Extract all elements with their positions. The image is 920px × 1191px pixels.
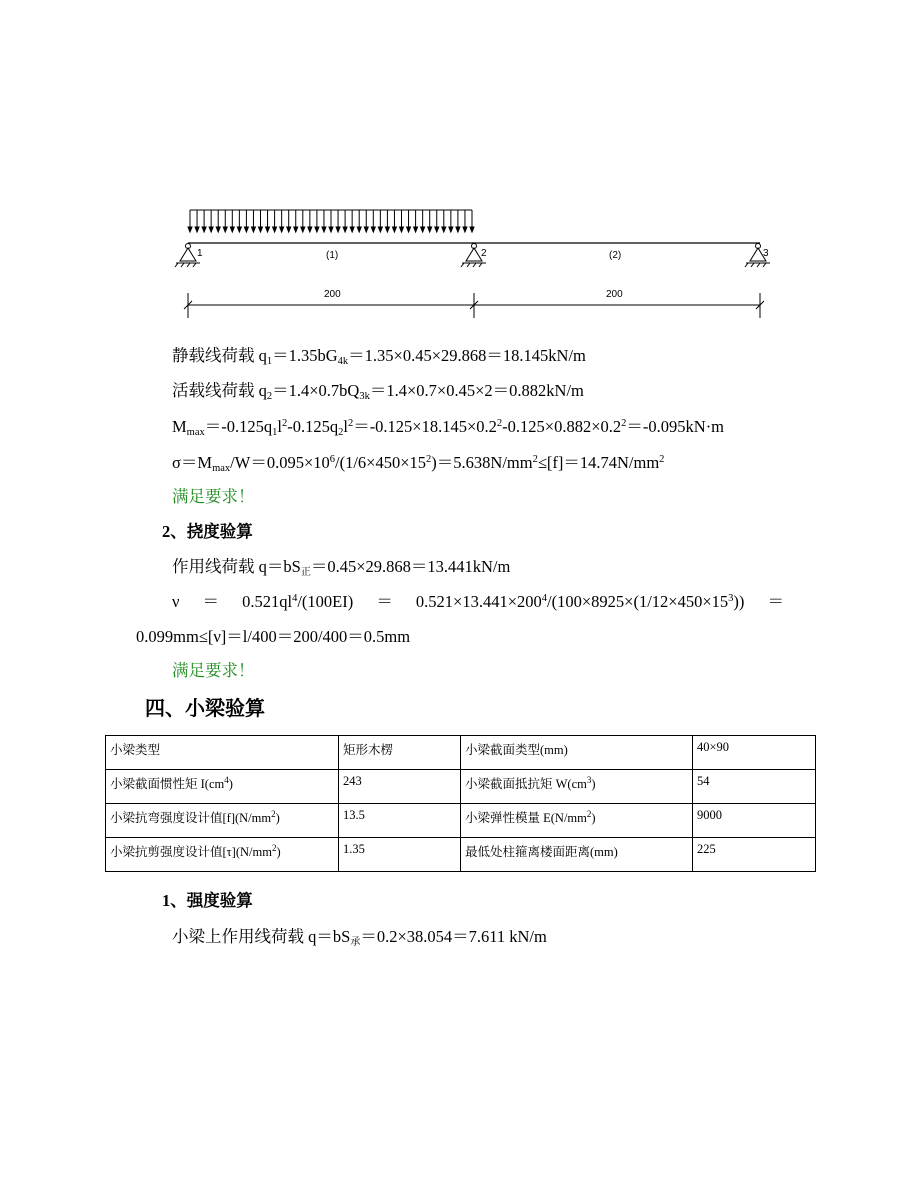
section-4-heading: 四、小梁验算 (145, 698, 265, 720)
load-arrow-head (449, 227, 453, 232)
sup: 2 (281, 418, 288, 429)
text: ) (276, 845, 281, 859)
table-row (106, 804, 816, 838)
node-label-3: 3 (763, 248, 769, 259)
ok-message-2: 满足要求！ (172, 661, 255, 680)
table-cell (693, 838, 816, 872)
load-arrow-head (357, 227, 361, 232)
load-arrow-head (371, 227, 375, 232)
table-cell (693, 770, 816, 804)
text: M (172, 417, 187, 436)
text: 0.521ql (242, 592, 293, 611)
table-cell (339, 838, 461, 872)
text: ＝0.2×38.054＝7.611 kN/m (360, 927, 547, 946)
load-arrow-head (223, 227, 227, 232)
load-arrow-head (216, 227, 220, 232)
table-cell (693, 736, 816, 770)
load-arrow-head (470, 227, 474, 232)
text: ＝0.45×29.868＝13.441kN/m (310, 557, 511, 576)
text: /W＝0.095×10 (230, 453, 330, 472)
table-cell (106, 838, 339, 872)
text: l (343, 417, 348, 436)
load-arrow-head (280, 227, 284, 232)
sub: max (212, 463, 231, 474)
text: ＝1.4×0.7×0.45×2＝0.882kN/m (369, 381, 584, 400)
load-arrow-head (230, 227, 234, 232)
load-arrow-head (294, 227, 298, 232)
beam-load-line (172, 927, 547, 947)
text: /(1/6×450×15 (335, 453, 427, 472)
sub: 4k (337, 356, 349, 367)
text: 243 (343, 774, 362, 788)
sup: 2 (586, 809, 592, 819)
load-arrow-head (428, 227, 432, 232)
text: l (277, 417, 282, 436)
table-cell (106, 736, 339, 770)
load-arrow-head (378, 227, 382, 232)
text: ) (228, 777, 233, 791)
text: 小梁弹性模量 E(N/mm (465, 811, 587, 825)
text: ) (591, 777, 596, 791)
strength-heading: 1、强度验算 (162, 891, 253, 910)
live-load-line (172, 381, 584, 401)
sub: 正 (300, 567, 311, 578)
load-arrow-head (463, 227, 467, 232)
sup: 2 (271, 843, 277, 853)
text: 小梁截面类型(mm) (465, 743, 568, 757)
sup: 4 (224, 775, 229, 785)
span-label-2: (2) (609, 250, 622, 261)
load-arrow-head (287, 227, 291, 232)
load-arrow-head (350, 227, 354, 232)
sup: 2 (659, 454, 665, 465)
text: 小梁抗剪强度设计值[τ](N/mm (110, 845, 272, 859)
text: 小梁截面惯性矩 I(cm (110, 777, 225, 791)
text: ＝-0.095kN·m (626, 417, 725, 436)
span-label-1: (1) (326, 250, 339, 261)
text: 小梁类型 (110, 743, 161, 757)
ok-message-1: 满足要求！ (172, 487, 255, 506)
sup: 2 (347, 418, 354, 429)
table-row (106, 770, 816, 804)
text: ＝1.4×0.7bQ (272, 381, 360, 400)
table-row (106, 736, 816, 770)
text: ＝1.35bG (272, 346, 338, 365)
node-label-1: 1 (197, 248, 203, 259)
load-arrow-head (273, 227, 277, 232)
load-arrow-head (407, 227, 411, 232)
text: )＝5.638N/mm (431, 453, 533, 472)
dimension-label-2: 200 (606, 289, 623, 300)
text-group (416, 592, 745, 612)
text: 225 (697, 842, 716, 856)
load-arrow-head (400, 227, 404, 232)
text: ＝-0.125×18.145×0.2 (353, 417, 497, 436)
load-arrow-head (322, 227, 326, 232)
deflection-load-line (172, 557, 510, 577)
table-row (106, 838, 816, 872)
text: 小梁截面抵抗矩 W(cm (465, 777, 587, 791)
load-arrow-head (301, 227, 305, 232)
sup: 2 (426, 454, 432, 465)
deflection-formula-line (172, 592, 784, 612)
sup: 4 (541, 593, 548, 604)
table-cell (461, 838, 693, 872)
load-arrow-head (195, 227, 199, 232)
sub: 承 (350, 937, 361, 948)
text: σ＝M (172, 453, 213, 472)
text: -0.125×0.882×0.2 (502, 417, 622, 436)
text: 9000 (697, 808, 722, 822)
text: ＝ (767, 592, 784, 611)
text: ＝-0.125q (204, 417, 273, 436)
load-arrow-head (421, 227, 425, 232)
sup: 2 (271, 809, 276, 819)
load-arrow-head (385, 227, 389, 232)
dimension-label-1: 200 (324, 289, 341, 300)
load-arrow-head (343, 227, 347, 232)
table-cell (461, 804, 693, 838)
table-cell (339, 736, 461, 770)
sup: 2 (532, 454, 538, 465)
load-arrow-head (266, 227, 270, 232)
text: 最低处柱箍离楼面距离(mm) (465, 845, 618, 859)
text: 活载线荷载 q (172, 381, 267, 400)
sub: max (186, 427, 205, 438)
deflection-heading: 2、挠度验算 (162, 522, 253, 541)
sub: 1 (266, 356, 273, 367)
max-moment-line (172, 417, 724, 437)
text: ) (591, 811, 596, 825)
sub: 1 (272, 427, 278, 438)
sup: 4 (292, 593, 298, 604)
sup: 6 (329, 454, 335, 465)
load-arrow-head (308, 227, 312, 232)
text: 13.5 (343, 808, 365, 822)
node-label-2: 2 (481, 248, 487, 259)
text: ) (275, 811, 280, 825)
table-cell (339, 804, 461, 838)
text-group (242, 592, 353, 612)
text: 矩形木楞 (343, 743, 394, 757)
load-arrow-head (364, 227, 368, 232)
load-arrow-head (435, 227, 439, 232)
table-cell (106, 804, 339, 838)
beam-load-diagram (170, 200, 780, 325)
text: /(100×8925×(1/12×450×15 (547, 592, 729, 611)
load-arrow-head (251, 227, 255, 232)
load-arrow-head (209, 227, 213, 232)
text: )) (733, 592, 745, 611)
table-cell (339, 770, 461, 804)
text: 作用线荷载 q＝bS (172, 557, 301, 576)
text: ＝ (376, 592, 393, 611)
text: /(100EI) (297, 592, 354, 611)
small-beam-parameters-table (105, 735, 816, 872)
table-cell (461, 770, 693, 804)
text: 0.521×13.441×200 (415, 592, 542, 611)
sup: 3 (728, 593, 734, 604)
load-arrow-head (414, 227, 418, 232)
text: 小梁上作用线荷载 q＝bS (172, 927, 351, 946)
deflection-result-line: 0.099mm≤[ν]＝l/400＝200/400＝0.5mm (136, 627, 411, 646)
text: ≤[f]＝14.74N/mm (537, 453, 660, 472)
sup: 2 (621, 418, 627, 429)
text: ＝ (202, 592, 220, 611)
load-arrow-head (392, 227, 396, 232)
table-cell (693, 804, 816, 838)
load-arrow-head (329, 227, 333, 232)
load-arrow-head (456, 227, 460, 232)
text: ＝1.35×0.45×29.868＝18.145kN/m (348, 346, 586, 365)
text: 54 (697, 774, 710, 788)
sub: 3k (359, 391, 370, 402)
text: 40×90 (697, 740, 730, 754)
table-cell (461, 736, 693, 770)
text: 小梁抗弯强度设计值[f](N/mm (110, 811, 272, 825)
load-arrow-head (259, 227, 263, 232)
load-arrow-head (336, 227, 340, 232)
table-cell (106, 770, 339, 804)
text: 1.35 (343, 842, 365, 856)
load-arrow-head (188, 227, 192, 232)
distributed-load-arrows (188, 210, 474, 232)
sup: 2 (496, 418, 503, 429)
sub: 2 (266, 391, 273, 402)
load-arrow-head (237, 227, 241, 232)
sub: 2 (338, 427, 344, 438)
text: -0.125q (287, 417, 339, 436)
sup: 3 (586, 775, 592, 785)
load-arrow-head (202, 227, 206, 232)
text: ν (172, 592, 180, 611)
load-arrow-head (442, 227, 446, 232)
load-arrow-head (315, 227, 319, 232)
text: 静载线荷载 q (172, 346, 267, 365)
load-arrow-head (244, 227, 248, 232)
stress-line (172, 453, 664, 473)
dead-load-line (172, 346, 586, 366)
